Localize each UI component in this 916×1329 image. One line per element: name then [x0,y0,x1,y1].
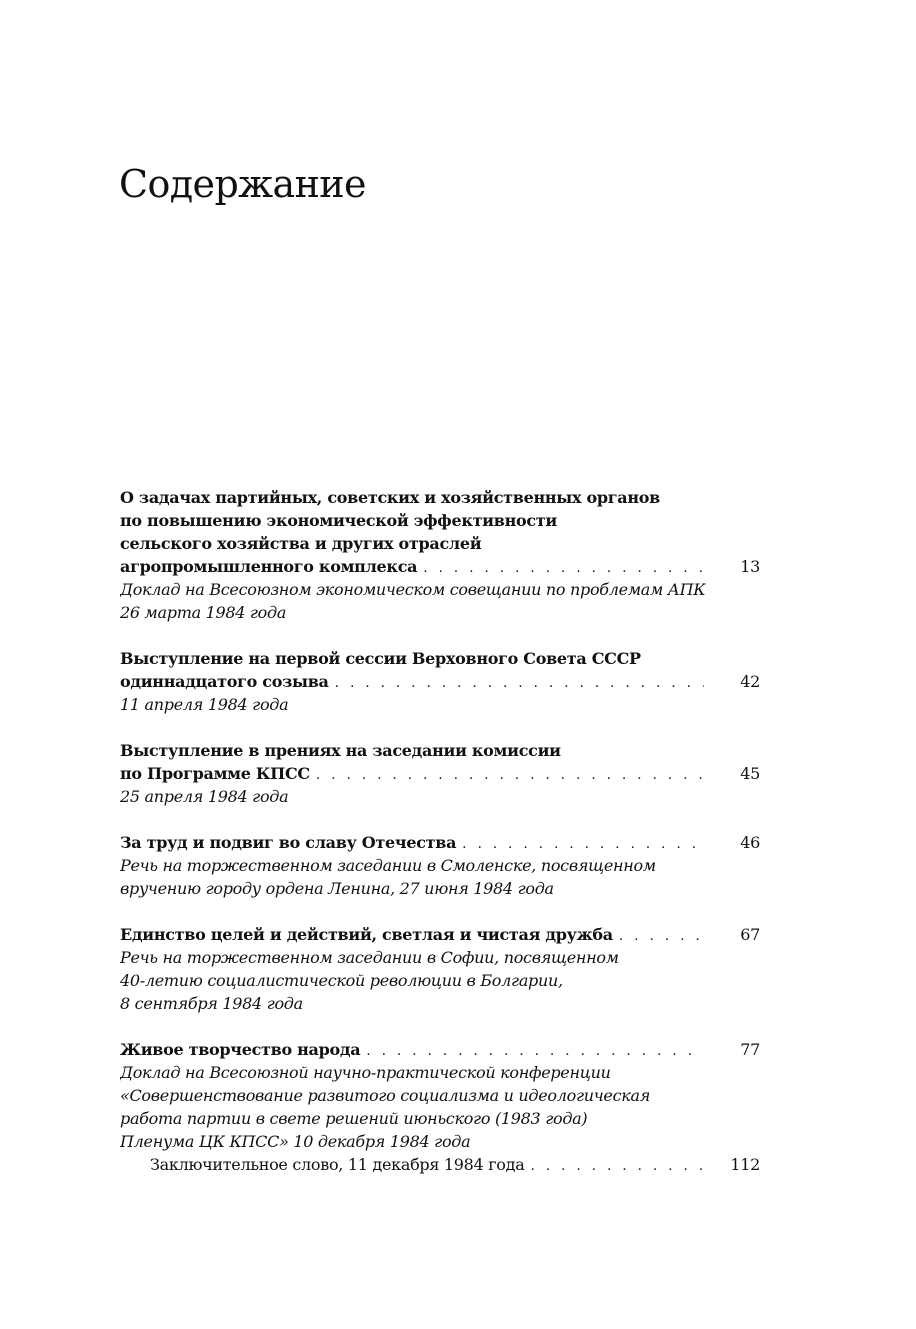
entry-title-line: О задачах партийных, советских и хозяйственных органов [120,488,660,507]
page-number: 45 [740,764,760,783]
entry-title-last: За труд и подвиг во славу Отечества [120,833,457,852]
dot-leader [530,1155,704,1176]
entry-description-line: «Совершенствование развитого социализма и идеологическая [120,1086,651,1105]
dot-leader [619,925,704,946]
dot-leader [366,1040,704,1061]
dot-leader [462,833,704,854]
entry-title-line: Выступление на первой сессии Верховного Совета СССР [120,649,641,668]
entry-description-line: 26 марта 1984 года [120,603,287,622]
toc-entry [120,647,760,716]
entry-title-line: Выступление в прениях на заседании комиссии [120,741,561,760]
entry-title-last: Единство целей и действий, светлая и чистая дружба [120,925,613,944]
entry-description-line: Речь на торжественном заседании в Софии, посвященном [120,948,619,967]
toc-entry [120,1038,760,1176]
entry-leader-line[interactable] [120,831,760,854]
toc-entry [120,831,760,900]
entry-description-line: 40-летию социалистической революции в Болгарии, [120,971,563,990]
entry-description-line: работа партии в свете решений июньского (1983 года) [120,1109,588,1128]
entry-leader-line[interactable] [120,923,760,946]
page-number: 67 [740,925,760,944]
toc-entry [120,923,760,1015]
toc-entry [120,486,760,624]
entry-title-last: одиннадцатого созыва [120,672,329,691]
entry-leader-line[interactable] [120,555,760,578]
table-of-contents [120,486,760,1199]
sub-entry-title: Заключительное слово, 11 декабря 1984 года [150,1155,525,1174]
entry-leader-line[interactable] [120,762,760,785]
page-number: 42 [740,672,760,691]
dot-leader [423,557,704,578]
entry-description-line: 11 апреля 1984 года [120,695,289,714]
entry-description-line: Речь на торжественном заседании в Смоленске, посвященном [120,856,656,875]
entry-description-line: Пленума ЦК КПСС» 10 декабря 1984 года [120,1132,471,1151]
entry-title-last: по Программе КПСС [120,764,310,783]
entry-title-line: сельского хозяйства и других отраслей [120,534,482,553]
dot-leader [316,764,704,785]
page-title: Содержание [119,162,366,206]
entry-description-line: 8 сентября 1984 года [120,994,303,1013]
entry-description-line: 25 апреля 1984 года [120,787,289,806]
entry-description-line: вручению городу ордена Ленина, 27 июня 1984 года [120,879,554,898]
entry-leader-line[interactable] [120,1038,760,1061]
dot-leader [335,672,704,693]
entry-title-line: по повышению экономической эффективности [120,511,557,530]
entry-leader-line[interactable] [120,670,760,693]
sub-entry-leader-line[interactable] [120,1153,760,1176]
page-number: 13 [740,557,760,576]
toc-entry [120,739,760,808]
page-number: 46 [740,833,760,852]
entry-description-line: Доклад на Всесоюзном экономическом совещании по проблемам АПК [120,580,706,599]
page-number: 77 [740,1040,760,1059]
page-number: 112 [730,1155,760,1174]
entry-title-last: агропромышленного комплекса [120,557,418,576]
entry-description-line: Доклад на Всесоюзной научно-практической конференции [120,1063,611,1082]
entry-title-last: Живое творчество народа [120,1040,361,1059]
